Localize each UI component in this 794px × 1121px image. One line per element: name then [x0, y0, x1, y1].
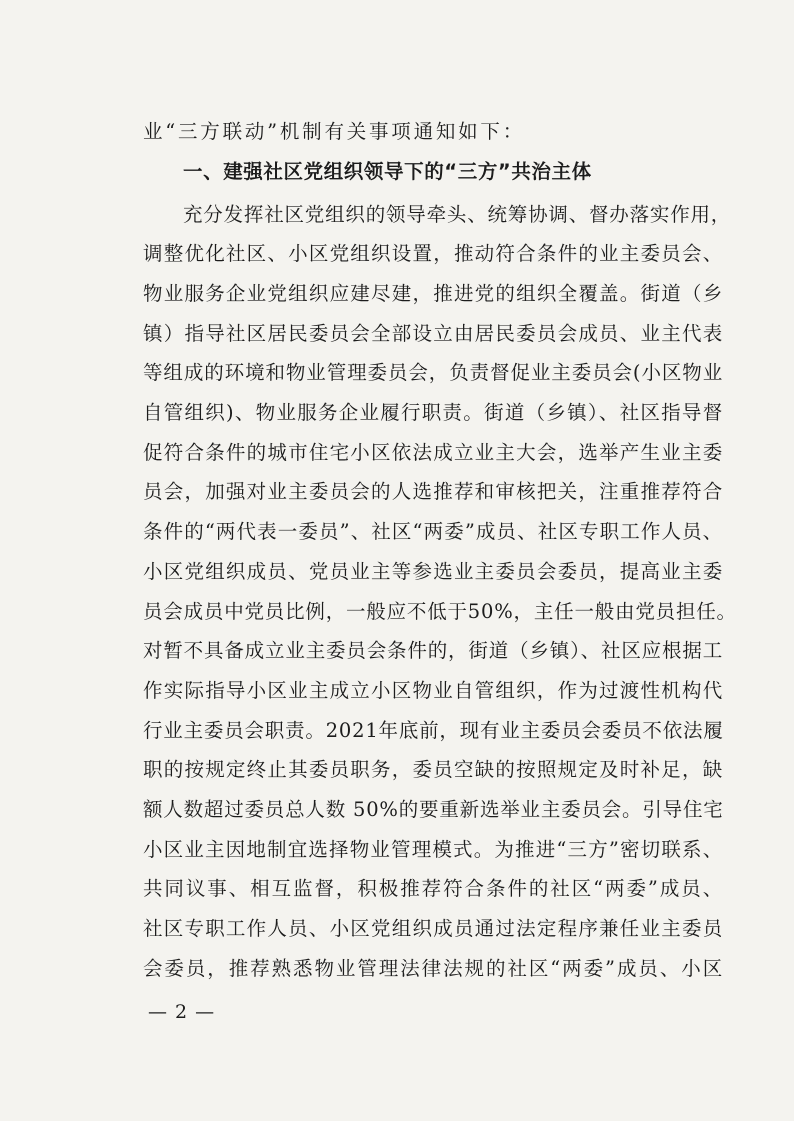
paragraph-line: 物业服务企业党组织应建尽建，推进党的组织全覆盖。街道（乡 — [143, 282, 723, 305]
paragraph-line: 等组成的环境和物业管理委员会，负责督促业主委员会(小区物业 — [143, 361, 723, 384]
paragraph-line: 促符合条件的城市住宅小区依法成立业主大会，选举产生业主委 — [143, 441, 723, 464]
intro-line: 业“三方联动”机制有关事项通知如下： — [143, 120, 523, 143]
paragraph-line: 员会，加强对业主委员会的人选推荐和审核把关，注重推荐符合 — [143, 480, 723, 503]
page-number: — 2 — — [148, 1001, 216, 1023]
paragraph-line: 充分发挥社区党组织的领导牵头、统筹协调、督办落实作用， — [183, 203, 732, 226]
paragraph-line: 会委员，推荐熟悉物业管理法律法规的社区“两委”成员、小区 — [143, 957, 723, 980]
paragraph-line: 额人数超过委员总人数 50%的要重新选举业主委员会。引导住宅 — [143, 798, 724, 821]
paragraph-line: 自管组织)、物业服务企业履行职责。街道（乡镇）、社区指导督 — [143, 401, 723, 424]
paragraph-line: 职的按规定终止其委员职务，委员空缺的按照规定及时补足，缺 — [143, 758, 723, 781]
paragraph-line: 条件的“两代表一委员”、社区“两委”成员、社区专职工作人员、 — [143, 520, 723, 543]
section-heading: 一、建强社区党组织领导下的“三方”共治主体 — [183, 160, 592, 183]
paragraph-line: 镇）指导社区居民委员会全部设立由居民委员会成员、业主代表 — [143, 322, 723, 345]
paragraph-line: 调整优化社区、小区党组织设置，推动符合条件的业主委员会、 — [143, 242, 723, 265]
paragraph-line: 作实际指导小区业主成立小区物业自管组织，作为过渡性机构代 — [143, 679, 723, 702]
paragraph-line: 小区业主因地制宜选择物业管理模式。为推进“三方”密切联系、 — [143, 838, 723, 861]
paragraph-line: 共同议事、相互监督，积极推荐符合条件的社区“两委”成员、 — [143, 877, 723, 900]
paragraph-line: 员会成员中党员比例，一般应不低于50%，主任一般由党员担任。 — [143, 600, 737, 623]
paragraph-line: 小区党组织成员、党员业主等参选业主委员会委员，提高业主委 — [143, 560, 723, 583]
paragraph-line: 对暂不具备成立业主委员会条件的，街道（乡镇）、社区应根据工 — [143, 639, 723, 662]
paragraph-line: 行业主委员会职责。2021年底前，现有业主委员会委员不依法履 — [143, 719, 724, 742]
paragraph-line: 社区专职工作人员、小区党组织成员通过法定程序兼任业主委员 — [143, 917, 723, 940]
